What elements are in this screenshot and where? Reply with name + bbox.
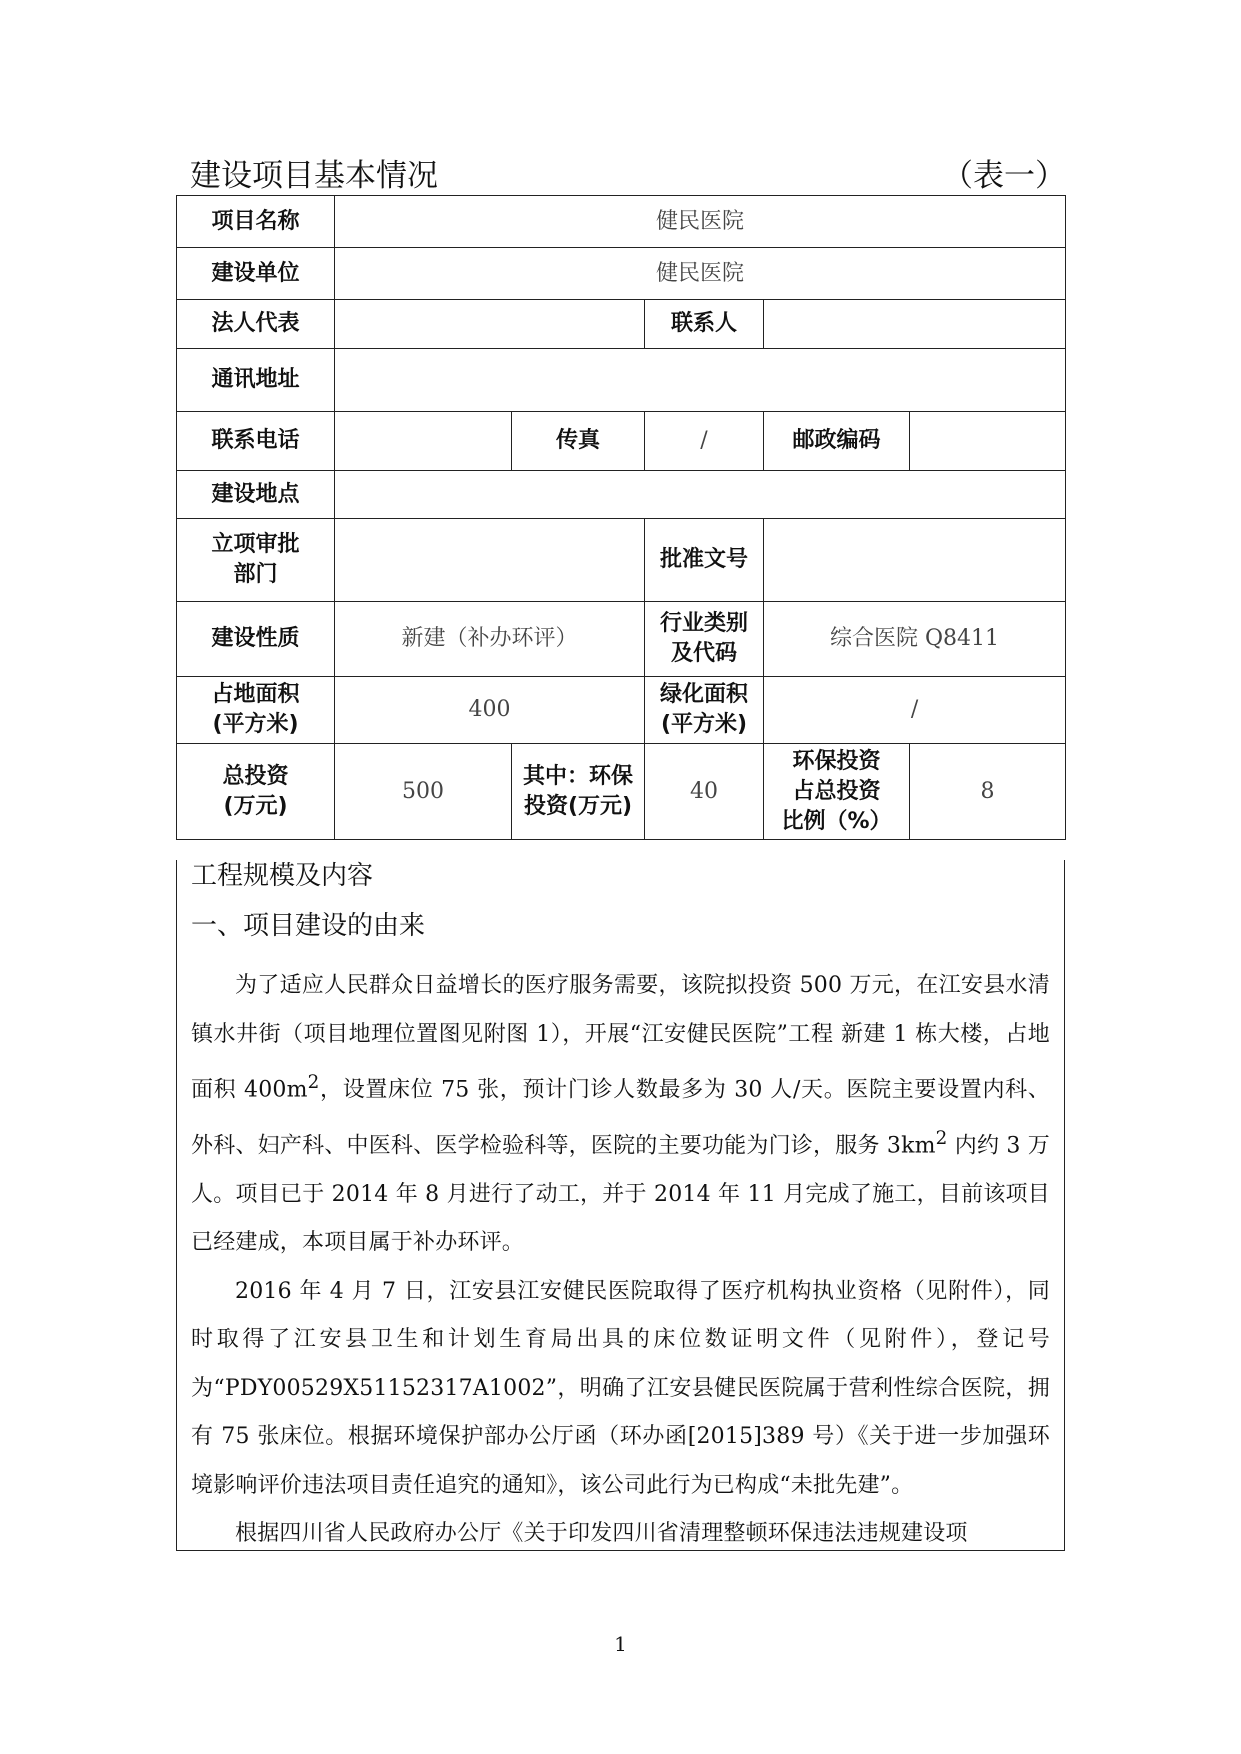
project-info-table <box>176 195 1066 840</box>
invest-label-line2: (万元) <box>223 793 288 819</box>
ratio-value: 8 <box>910 744 1066 840</box>
approval-doc-label: 批准文号 <box>645 519 764 602</box>
green-area-value: / <box>764 677 1066 744</box>
nature-value: 新建（补办环评） <box>335 602 645 677</box>
nature-label: 建设性质 <box>177 602 335 677</box>
page-number: 1 <box>614 1632 627 1656</box>
table-row <box>177 196 1066 248</box>
page-header <box>190 150 1066 194</box>
ratio-label <box>764 744 910 840</box>
project-name-label: 项目名称 <box>177 196 335 248</box>
area-value: 400 <box>335 677 645 744</box>
site-label: 建设地点 <box>177 471 335 519</box>
builder-value: 健民医院 <box>335 248 1066 300</box>
builder-label: 建设单位 <box>177 248 335 300</box>
invest-label <box>177 744 335 840</box>
env-invest-value: 40 <box>645 744 764 840</box>
ratio-label-line2: 占总投资 <box>792 778 881 804</box>
table-row <box>177 349 1066 412</box>
legal-rep-label: 法人代表 <box>177 300 335 349</box>
invest-value: 500 <box>335 744 512 840</box>
fax-label: 传真 <box>512 412 645 471</box>
env-invest-label-line2: 投资(万元) <box>523 793 633 819</box>
table-row <box>177 248 1066 300</box>
section-subheading: 一、项目建设的由来 <box>191 911 426 941</box>
site-value <box>335 471 1066 519</box>
invest-label-line1: 总投资 <box>222 763 289 789</box>
paragraph-license: 2016 年 4 月 7 日，江安县江安健民医院取得了医疗机构执业资格（见附件），同时取得了江安县卫生和计划生育局出具的床位数证明文件（见附件），登记号为“PDY00529X51152317A1002”，明确了江安县健民医院属于营利性综合医院，拥有 75 张床位。根据环境保护部办公厅函（环办函[2015]389 号）《关于进一步加强环境影响评价违法项目责任追究的通知》，该公司此行为已构成“未批先建”。 <box>191 1278 1050 1498</box>
table-tag: （表一） <box>942 158 1066 194</box>
approval-doc-value <box>764 519 1066 602</box>
area-label-line1: 占地面积 <box>211 682 300 707</box>
green-label-line2: (平方米) <box>660 712 748 737</box>
paragraph-origin-part2: ，设置床位 75 张，预计门诊人数最多为 30 人/天。医院主要设置内科、外科、妇产科、中医科、医学检验科等，医院的主要功能为门诊，服务 3km <box>191 1077 1050 1159</box>
paragraph-regulation: 根据四川省人民政府办公厅《关于印发四川省清理整顿环保违法违规建设项 <box>235 1521 968 1547</box>
industry-label-line2: 及代码 <box>670 641 737 666</box>
table-row <box>177 471 1066 519</box>
area-label <box>177 677 335 744</box>
contact-label: 联系人 <box>645 300 764 349</box>
paragraph-origin-part3: 内约 3 万人。项目已于 2014 年 8 月进行了动工，并于 2014 年 11 月完成了施工，目前该项目已经建成，本项目属于补办环评。 <box>191 1133 1050 1256</box>
industry-label <box>645 602 764 677</box>
superscript: 2 <box>307 1072 320 1093</box>
table-row <box>177 744 1066 840</box>
phone-value <box>335 412 512 471</box>
ratio-label-line1: 环保投资 <box>792 748 881 774</box>
address-value <box>335 349 1066 412</box>
ratio-label-line3: 比例（%） <box>781 808 892 834</box>
legal-rep-value <box>335 300 645 349</box>
table-row <box>177 602 1066 677</box>
green-label-line1: 绿化面积 <box>659 682 748 707</box>
postcode-label: 邮政编码 <box>764 412 910 471</box>
address-label: 通讯地址 <box>177 349 335 412</box>
approval-dept-label <box>177 519 335 602</box>
paragraph-origin <box>191 962 1050 1268</box>
phone-label: 联系电话 <box>177 412 335 471</box>
superscript: 2 <box>935 1127 948 1149</box>
project-content-section <box>176 860 1065 1551</box>
fax-value: / <box>645 412 764 471</box>
project-name-value: 健民医院 <box>335 196 1066 248</box>
document-frame <box>176 195 1065 1655</box>
env-invest-label <box>512 744 645 840</box>
section-heading: 工程规模及内容 <box>191 861 374 891</box>
approval-dept-label-line2: 部门 <box>233 562 278 587</box>
table-row <box>177 300 1066 349</box>
green-area-label <box>645 677 764 744</box>
industry-value: 综合医院 Q8411 <box>764 602 1066 677</box>
paragraph-origin-part1: 为了适应人民群众日益增长的医疗服务需要，该院拟投资 500 万元，在江安县水清镇水井街（项目地理位置图见附图 1），开展“江安健民医院”工程 新建 1 栋大楼，占地面积 400m <box>191 973 1050 1103</box>
table-row <box>177 519 1066 602</box>
postcode-value <box>910 412 1066 471</box>
page-title: 建设项目基本情况 <box>190 158 438 194</box>
industry-label-line1: 行业类别 <box>659 611 748 636</box>
env-invest-label-line1: 其中：环保 <box>522 763 633 789</box>
table-row <box>177 677 1066 744</box>
contact-value <box>764 300 1066 349</box>
approval-dept-label-line1: 立项审批 <box>211 532 300 557</box>
table-row <box>177 412 1066 471</box>
approval-dept-value <box>335 519 645 602</box>
area-label-line2: (平方米) <box>212 712 299 737</box>
